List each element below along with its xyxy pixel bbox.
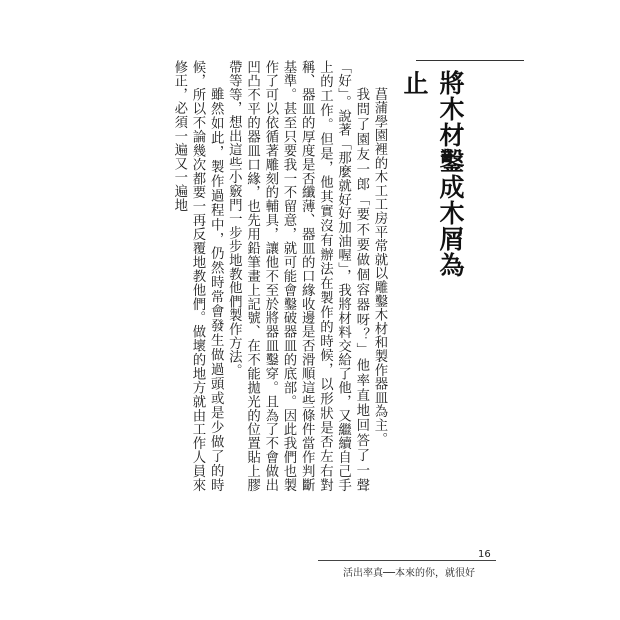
paragraph-3: 雖然如此，製作過程中，仍然時常會發生做過頭或是少做了的時候，所以不論幾次都要一再反覆地教他們。做壞的地方就由工作人員來修正，必須一遍又一遍地	[171, 60, 224, 492]
chapter-title: 將木材鑿成木屑為止	[400, 70, 465, 278]
paragraph-1: 菖蒲學園裡的木工工房平常就以雕鑿木材和製作器皿為主。	[372, 86, 387, 446]
title-rule	[416, 60, 524, 61]
running-footer-title: 活出率真──本來的你，就很好	[343, 568, 476, 579]
paragraph-2: 我問了園友一郎「要不要做個容器呀？」他率直地回答了一聲「好」。說著「那麼就好好加油喔」，我將材料交給了他，又繼續自己手上的工作。但是，他其實沒有辦法在製作的時候，以形狀是否左右對稱、器皿的厚度是否纖薄、器皿的口緣收邊是否滑順這些條件當作判斷基準。甚至只要我一不留意，就可能會鑿破器皿的底部。因此我們也製作了可以依循著雕刻的輔具，讓他不至於將器皿鑿穿。且為了不會做出凹凸不平的器皿口緣，也先用鉛筆畫上記號、在不能拋光的位置貼上膠帶等等，想出這些小竅門一步步地教他們製作方法。	[226, 60, 369, 492]
body-text	[140, 60, 388, 492]
page-number: 16	[478, 549, 491, 560]
footer-rule	[318, 560, 496, 561]
